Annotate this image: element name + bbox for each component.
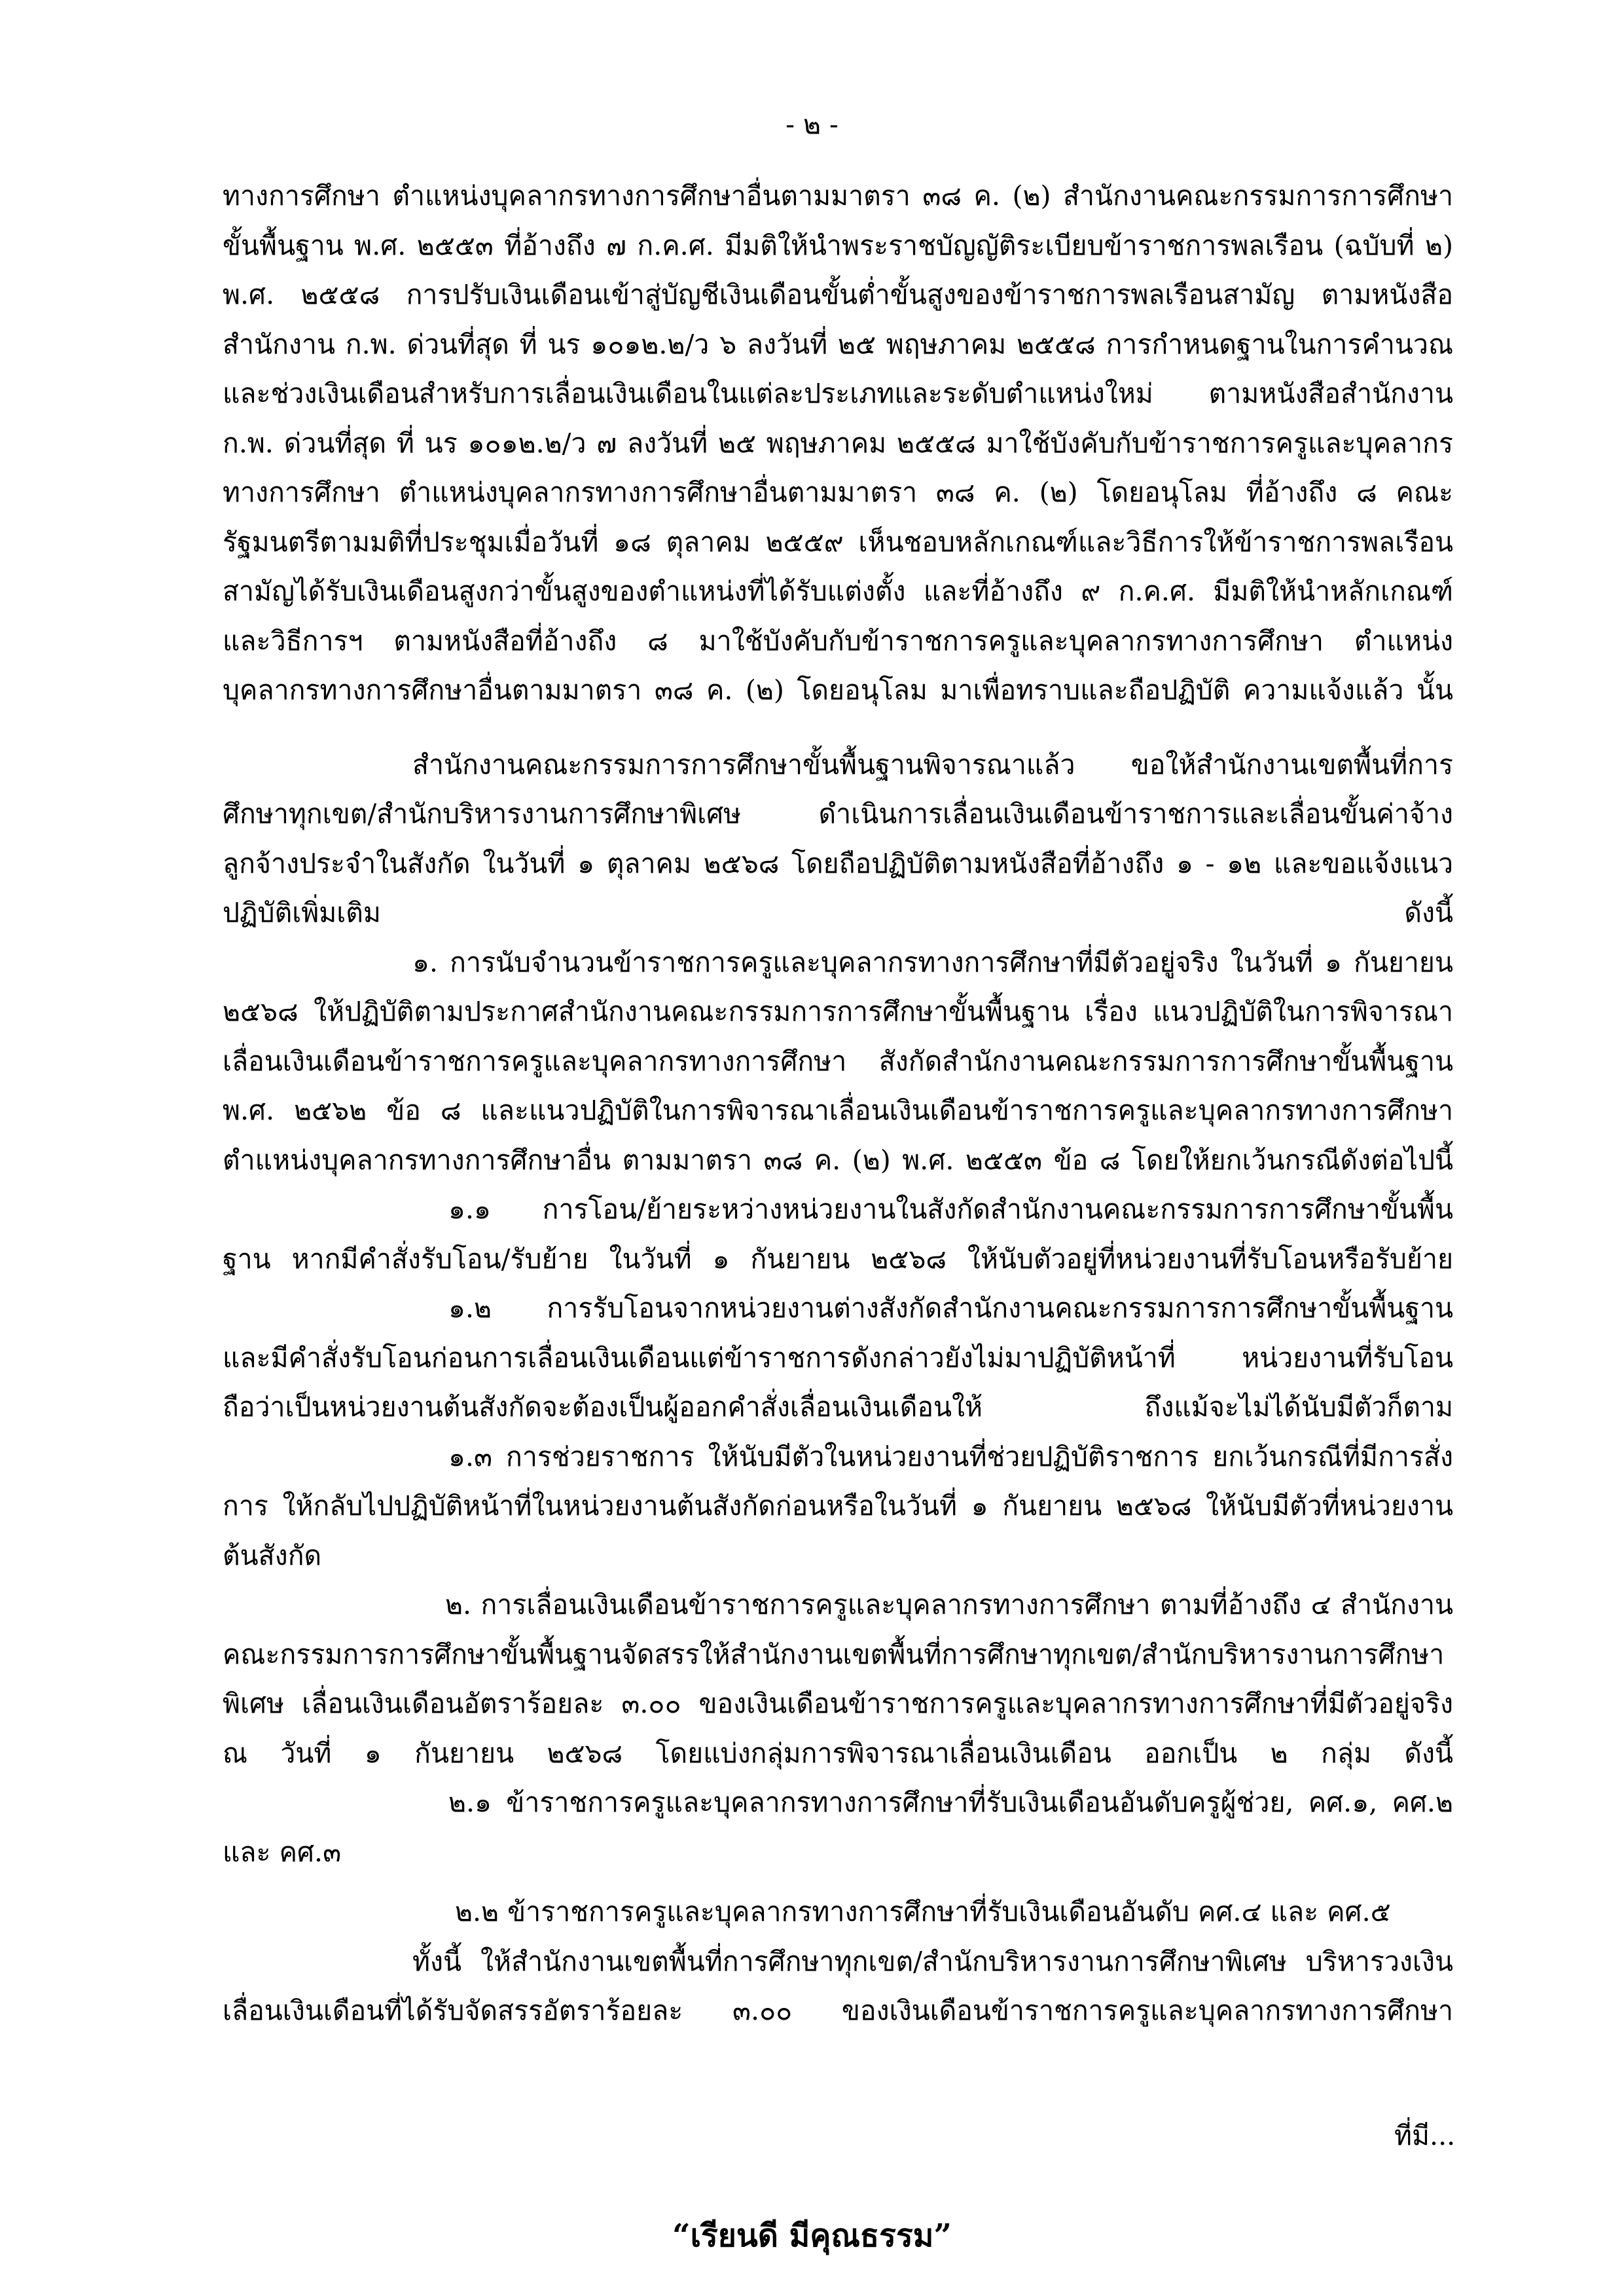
paragraph-budget-note: ทั้งนี้ ให้สำนักงานเขตพื้นที่การศึกษาทุกเขต/สำนักบริหารงานการศึกษาพิเศษ บริหารวงเงินเลื่อนเงินเดือนที่ได้รับจัดสรรอัตราร้อยละ ๓.๐๐ ของเงินเดือนข้าราชการครูและบุคลากรทางการศึกษา bbox=[223, 1945, 1453, 2026]
footer-motto: “เรียนดี มีคุณธรรม” bbox=[672, 2217, 952, 2254]
paragraph-references-continued: ทางการศึกษา ตำแหน่งบุคลากรทางการศึกษาอื่นตามมาตรา ๓๘ ค. (๒) สำนักงานคณะกรรมการการศึกษาขั้นพื้นฐาน พ.ศ. ๒๕๕๓ ที่อ้างถึง ๗ ก.ค.ศ. มีมติให้นำพระราชบัญญัติระเบียบข้าราชการพลเรือน (ฉบับที่ ๒) พ.ศ. ๒๕๕๘ การปรับเงินเดือนเข้าสู่บัญชีเงินเดือนขั้นต่ำขั้นสูงของข้าราชการพลเรือนสามัญ ตามหนังสือสำนักงาน ก.พ. ด่วนที่สุด ที่ นร ๑๐๑๒.๒/ว ๖ ลงวันที่ ๒๕ พฤษภาคม ๒๕๕๘ การกำหนดฐานในการคำนวณและช่วงเงินเดือนสำหรับการเลื่อนเงินเดือนในแต่ละประเภทและระดับตำแหน่งใหม่ ตามหนังสือสำนักงาน ก.พ. ด่วนที่สุด ที่ นร ๑๐๑๒.๒/ว ๗ ลงวันที่ ๒๕ พฤษภาคม ๒๕๕๘ มาใช้บังคับกับข้าราชการครูและบุคลากรทางการศึกษา ตำแหน่งบุคลากรทางการศึกษาอื่นตามมาตรา ๓๘ ค. (๒) โดยอนุโลม ที่อ้างถึง ๘ คณะรัฐมนตรีตามมติที่ประชุมเมื่อวันที่ ๑๘ ตุลาคม ๒๕๕๙ เห็นชอบหลักเกณฑ์และวิธีการให้ข้าราชการพลเรือนสามัญได้รับเงินเดือนสูงกว่าขั้นสูงของตำแหน่งที่ได้รับแต่งตั้ง และที่อ้างถึง ๙ ก.ค.ศ. มีมติให้นำหลักเกณฑ์และวิธีการฯ ตามหนังสือที่อ้างถึง ๘ มาใช้บังคับกับข้าราชการครูและบุคลากรทางการศึกษา ตำแหน่งบุคลากรทางการศึกษาอื่นตามมาตรา ๓๘ ค. (๒) โดยอนุโลม มาเพื่อทราบและถือปฏิบัติ ความแจ้งแล้ว นั้น bbox=[223, 180, 1453, 706]
paragraph-item-2-1: ๒.๑ ข้าราชการครูและบุคลากรทางการศึกษาที่รับเงินเดือนอันดับครูผู้ช่วย, คศ.๑, คศ.๒ และ คศ.๓ bbox=[223, 1787, 1453, 1868]
continuation-marker: ที่มี... bbox=[1394, 2120, 1456, 2151]
document-body bbox=[223, 172, 1453, 2036]
paragraph-item-1-2: ๑.๒ การรับโอนจากหน่วยงานต่างสังกัดสำนักงานคณะกรรมการการศึกษาขั้นพื้นฐาน และมีคำสั่งรับโอนก่อนการเลื่อนเงินเดือนแต่ข้าราชการดังกล่าวยังไม่มาปฏิบัติหน้าที่ หน่วยงานที่รับโอน ถือว่าเป็นหน่วยงานต้นสังกัดจะต้องเป็นผู้ออกคำสั่งเลื่อนเงินเดือนให้ ถึงแม้จะไม่ได้นับมีตัวก็ตาม bbox=[223, 1292, 1453, 1423]
paragraph-item-2: ๒. การเลื่อนเงินเดือนข้าราชการครูและบุคลากรทางการศึกษา ตามที่อ้างถึง ๔ สำนักงานคณะกรรมการการศึกษาขั้นพื้นฐานจัดสรรให้สำนักงานเขตพื้นที่การศึกษาทุกเขต/สำนักบริหารงานการศึกษาพิเศษ เลื่อนเงินเดือนอัตราร้อยละ ๓.๐๐ ของเงินเดือนข้าราชการครูและบุคลากรทางการศึกษาที่มีตัวอยู่จริง ณ วันที่ ๑ กันยายน ๒๕๖๘ โดยแบ่งกลุ่มการพิจารณาเลื่อนเงินเดือน ออกเป็น ๒ กลุ่ม ดังนี้ bbox=[223, 1589, 1453, 1769]
paragraph-item-1-3: ๑.๓ การช่วยราชการ ให้นับมีตัวในหน่วยงานที่ช่วยปฏิบัติราชการ ยกเว้นกรณีที่มีการสั่งการ ให้กลับไปปฏิบัติหน้าที่ในหน่วยงานต้นสังกัดก่อนหรือในวันที่ ๑ กันยายน ๒๕๖๘ ให้นับมีตัวที่หน่วยงานต้นสังกัด bbox=[223, 1440, 1453, 1571]
paragraph-item-1-1: ๑.๑ การโอน/ย้ายระหว่างหน่วยงานในสังกัดสำนักงานคณะกรรมการการศึกษาขั้นพื้นฐาน หากมีคำสั่งรับโอน/รับย้าย ในวันที่ ๑ กันยายน ๒๕๖๘ ให้นับตัวอยู่ที่หน่วยงานที่รับโอนหรือรับย้าย bbox=[223, 1194, 1453, 1275]
page-number: - ๒ - bbox=[785, 109, 839, 140]
paragraph-item-1: ๑. การนับจำนวนข้าราชการครูและบุคลากรทางการศึกษาที่มีตัวอยู่จริง ในวันที่ ๑ กันยายน ๒๕๖๘ ให้ปฏิบัติตามประกาศสำนักงานคณะกรรมการการศึกษาขั้นพื้นฐาน เรื่อง แนวปฏิบัติในการพิจารณาเลื่อนเงินเดือนข้าราชการครูและบุคลากรทางการศึกษา สังกัดสำนักงานคณะกรรมการการศึกษาขั้นพื้นฐาน พ.ศ. ๒๕๖๒ ข้อ ๘ และแนวปฏิบัติในการพิจารณาเลื่อนเงินเดือนข้าราชการครูและบุคลากรทางการศึกษา ตำแหน่งบุคลากรทางการศึกษาอื่น ตามมาตรา ๓๘ ค. (๒) พ.ศ. ๒๕๕๓ ข้อ ๘ โดยให้ยกเว้นกรณีดังต่อไปนี้ bbox=[223, 946, 1453, 1176]
paragraph-item-2-2: ๒.๒ ข้าราชการครูและบุคลากรทางการศึกษาที่รับเงินเดือนอันดับ คศ.๔ และ คศ.๕ bbox=[455, 1896, 1391, 1927]
paragraph-obec-instruction: สำนักงานคณะกรรมการการศึกษาขั้นพื้นฐานพิจารณาแล้ว ขอให้สำนักงานเขตพื้นที่การศึกษาทุกเขต/สำนักบริหารงานการศึกษาพิเศษ ดำเนินการเลื่อนเงินเดือนข้าราชการและเลื่อนขั้นค่าจ้างลูกจ้างประจำในสังกัด ในวันที่ ๑ ตุลาคม ๒๕๖๘ โดยถือปฏิบัติตามหนังสือที่อ้างถึง ๑ - ๑๒ และขอแจ้งแนวปฏิบัติเพิ่มเติม ดังนี้ bbox=[223, 748, 1453, 928]
